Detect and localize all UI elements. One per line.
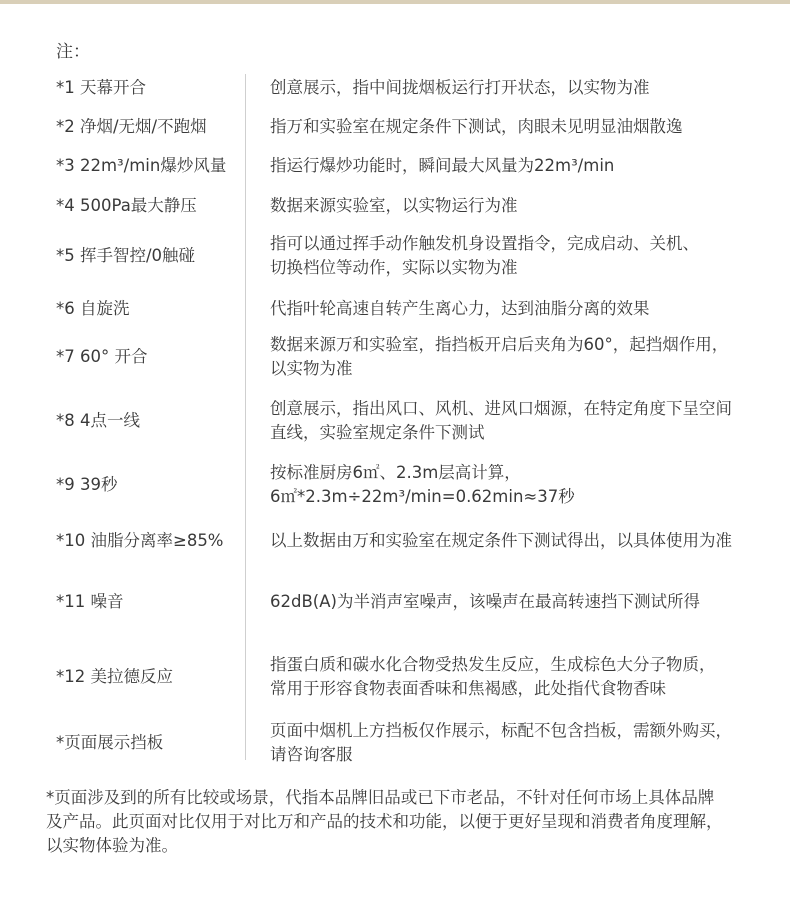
- note-description-line: 创意展示，指中间拢烟板运行打开状态，以实物为准: [270, 78, 650, 97]
- note-description: [270, 115, 770, 139]
- note-description-line: 指蛋白质和碳水化合物受热发生反应，生成棕色大分子物质，: [270, 655, 716, 674]
- note-description-line: 指运行爆炒功能时，瞬间最大风量为22m³/min: [270, 156, 615, 175]
- note-description-line: 按标准厨房6㎡、2.3m层高计算，: [270, 463, 521, 482]
- disclaimer: [46, 786, 766, 858]
- note-description: [270, 719, 770, 767]
- disclaimer-line: *页面涉及到的所有比较或场景，代指本品牌旧品或已下市老品，不针对任何市场上具体品牌: [46, 788, 715, 807]
- column-divider: [245, 74, 246, 760]
- note-label: *7 60° 开合: [56, 347, 148, 366]
- note-description: [270, 76, 770, 100]
- note-label: *11 噪音: [56, 592, 124, 611]
- notes-title: 注：: [56, 42, 90, 62]
- note-label: *3 22m³/min爆炒风量: [56, 156, 227, 175]
- note-description-line: 代指叶轮高速自转产生离心力，达到油脂分离的效果: [270, 299, 650, 318]
- note-label: *4 500Pa最大静压: [56, 196, 197, 215]
- note-description: [270, 590, 770, 614]
- note-description: [270, 297, 770, 321]
- top-accent-rule: [0, 0, 790, 4]
- note-description-line: 请咨询客服: [270, 745, 353, 764]
- note-description: [270, 461, 770, 509]
- note-description: [270, 653, 770, 701]
- disclaimer-line: 以实物体验为准。: [46, 836, 178, 855]
- note-description-line: 以上数据由万和实验室在规定条件下测试得出，以具体使用为准: [270, 531, 732, 550]
- note-label: *6 自旋洗: [56, 299, 130, 318]
- note-description: [270, 194, 770, 218]
- note-label: *2 净烟/无烟/不跑烟: [56, 117, 207, 136]
- note-description-line: 指可以通过挥手动作触发机身设置指令，完成启动、关机、: [270, 234, 699, 253]
- note-description-line: 数据来源万和实验室，指挡板开启后夹角为60°，起挡烟作用，: [270, 335, 729, 354]
- note-description: [270, 529, 770, 553]
- note-label: *12 美拉德反应: [56, 667, 173, 686]
- note-description: [270, 232, 770, 280]
- note-description-line: 页面中烟机上方挡板仅作展示，标配不包含挡板，需额外购买，: [270, 721, 732, 740]
- note-description-line: 创意展示，指出风口、风机、进风口烟源，在特定角度下呈空间: [270, 399, 732, 418]
- note-label: *10 油脂分离率≥85%: [56, 531, 224, 550]
- note-description-line: 切换档位等动作，实际以实物为准: [270, 258, 518, 277]
- disclaimer-line: 及产品。此页面对比仅用于对比万和产品的技术和功能，以便于更好呈现和消费者角度理解，: [46, 812, 723, 831]
- note-label: *页面展示挡板: [56, 733, 164, 752]
- note-description: [270, 333, 770, 381]
- note-label: *5 挥手智控/0触碰: [56, 246, 196, 265]
- note-description-line: 以实物为准: [270, 359, 353, 378]
- note-description-line: 直线，实验室规定条件下测试: [270, 423, 485, 442]
- note-description-line: 数据来源实验室，以实物运行为准: [270, 196, 518, 215]
- note-label: *1 天幕开合: [56, 78, 146, 97]
- note-label: *8 4点一线: [56, 411, 140, 430]
- note-description: [270, 154, 770, 178]
- note-description-line: 62dB(A)为半消声室噪声，该噪声在最高转速挡下测试所得: [270, 592, 700, 611]
- note-description: [270, 397, 770, 445]
- note-label: *9 39秒: [56, 475, 118, 494]
- note-description-line: 常用于形容食物表面香味和焦褐感，此处指代食物香味: [270, 679, 666, 698]
- note-description-line: 6㎡*2.3m÷22m³/min=0.62min≈37秒: [270, 487, 575, 506]
- note-description-line: 指万和实验室在规定条件下测试，肉眼未见明显油烟散逸: [270, 117, 683, 136]
